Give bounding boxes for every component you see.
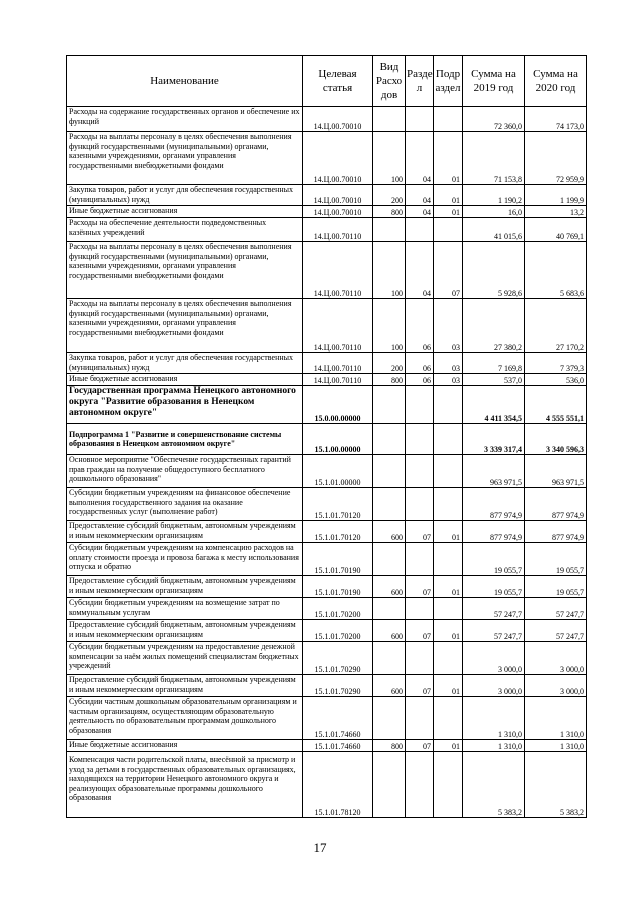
row-section: 04 [406,132,434,185]
row-sum-2019: 877 974,9 [463,488,525,521]
row-sum-2020: 1 310,0 [525,740,587,752]
row-target-article: 15.1.01.78120 [303,752,373,818]
table-row [67,218,587,242]
table-row [67,740,587,752]
row-section [406,455,434,488]
row-expense-type [373,386,406,424]
row-sum-2019: 41 015,6 [463,218,525,242]
table-row [67,374,587,386]
row-name: Расходы на выплаты персоналу в целях обеспечения выполнения функций государственными (муниципальными) органами, казенными учреждениями, органами управления государственными внебюджетными фондами [67,242,303,299]
row-sum-2019: 4 411 354,5 [463,386,525,424]
row-sum-2019: 7 169,8 [463,353,525,374]
row-sum-2019: 5 383,2 [463,752,525,818]
row-sum-2019: 19 055,7 [463,543,525,576]
row-sum-2019: 72 360,0 [463,107,525,132]
row-name: Субсидии частным дошкольным образовательным организациям и частным организациям, осуществляющим образовательную деятельность по образовательным программам дошкольного образования [67,697,303,740]
row-sum-2020: 40 769,1 [525,218,587,242]
row-subsection [434,642,463,675]
header-section: Разде л [406,56,434,107]
table-row [67,353,587,374]
table-row [67,386,587,424]
row-sum-2020: 74 173,0 [525,107,587,132]
row-sum-2020: 57 247,7 [525,620,587,642]
row-target-article: 15.1.01.70290 [303,642,373,675]
row-name: Предоставление субсидий бюджетным, автономным учреждениям и иным некоммерческим организациям [67,576,303,598]
row-name: Закупка товаров, работ и услуг для обеспечения государственных (муниципальных) нужд [67,185,303,206]
row-sum-2020: 963 971,5 [525,455,587,488]
row-subsection: 03 [434,374,463,386]
table-row [67,455,587,488]
row-expense-type: 600 [373,521,406,543]
row-name: Предоставление субсидий бюджетным, автономным учреждениям и иным некоммерческим организациям [67,620,303,642]
row-expense-type [373,598,406,620]
row-sum-2020: 4 555 551,1 [525,386,587,424]
table-row [67,299,587,353]
row-sum-2020: 1 199,9 [525,185,587,206]
row-expense-type: 100 [373,299,406,353]
row-sum-2020: 3 000,0 [525,675,587,697]
row-expense-type [373,455,406,488]
row-subsection [434,697,463,740]
row-sum-2019: 3 000,0 [463,642,525,675]
row-expense-type [373,218,406,242]
row-sum-2020: 7 379,3 [525,353,587,374]
row-section: 07 [406,740,434,752]
table-row [67,132,587,185]
row-subsection: 01 [434,740,463,752]
row-sum-2020: 3 000,0 [525,642,587,675]
row-section [406,218,434,242]
row-sum-2020: 13,2 [525,206,587,218]
table-header-row [67,56,587,107]
row-name: Иные бюджетные ассигнования [67,740,303,752]
row-target-article: 15.0.00.00000 [303,386,373,424]
row-subsection [434,218,463,242]
row-target-article: 15.1.01.70190 [303,543,373,576]
row-sum-2019: 71 153,8 [463,132,525,185]
row-section: 07 [406,620,434,642]
row-subsection [434,488,463,521]
row-name: Субсидии бюджетным учреждениям на компенсацию расходов на оплату стоимости проезда и провоза багажа к месту использования отпуска и обратно [67,543,303,576]
table-row [67,521,587,543]
row-expense-type: 100 [373,132,406,185]
table-row [67,642,587,675]
row-name: Предоставление субсидий бюджетным, автономным учреждениям и иным некоммерческим организациям [67,521,303,543]
row-subsection [434,386,463,424]
header-expense-type: Вид Расхо дов [373,56,406,107]
row-sum-2020: 72 959,9 [525,132,587,185]
row-target-article: 15.1.01.70120 [303,521,373,543]
row-sum-2020: 877 974,9 [525,488,587,521]
row-section [406,424,434,455]
row-section: 04 [406,242,434,299]
row-expense-type [373,752,406,818]
header-name: Наименование [67,56,303,107]
row-target-article: 14.Ц.00.70110 [303,218,373,242]
row-target-article: 14.Ц.00.70010 [303,132,373,185]
row-subsection: 01 [434,620,463,642]
row-target-article: 14.Ц.00.70110 [303,374,373,386]
row-expense-type: 600 [373,576,406,598]
row-section [406,543,434,576]
table-row [67,488,587,521]
row-subsection: 03 [434,299,463,353]
row-target-article: 15.1.01.74660 [303,697,373,740]
row-sum-2019: 877 974,9 [463,521,525,543]
row-name: Закупка товаров, работ и услуг для обеспечения государственных (муниципальных) нужд [67,353,303,374]
row-section: 07 [406,521,434,543]
row-expense-type: 800 [373,740,406,752]
row-section [406,752,434,818]
row-sum-2020: 57 247,7 [525,598,587,620]
row-expense-type: 600 [373,620,406,642]
row-sum-2020: 877 974,9 [525,521,587,543]
row-name: Государственная программа Ненецкого автономного округа "Развитие образования в Ненецком автономном округе" [67,386,303,424]
row-sum-2019: 57 247,7 [463,598,525,620]
row-section: 04 [406,206,434,218]
row-target-article: 15.1.01.70190 [303,576,373,598]
row-sum-2020: 1 310,0 [525,697,587,740]
row-section [406,642,434,675]
row-subsection [434,752,463,818]
row-target-article: 15.1.00.00000 [303,424,373,455]
row-subsection: 01 [434,206,463,218]
row-subsection: 01 [434,576,463,598]
row-name: Субсидии бюджетным учреждениям на финансовое обеспечение выполнения государственного задания на оказание государственных услуг (выполнение работ) [67,488,303,521]
row-target-article: 15.1.01.70200 [303,598,373,620]
row-sum-2019: 57 247,7 [463,620,525,642]
row-section: 07 [406,675,434,697]
row-name: Компенсация части родительской платы, внесённой за присмотр и уход за детьми в государственных образовательных организациях, находящихся на территории Ненецкого автономного округа и реализующих образовательные программы дошкольного образования [67,752,303,818]
row-expense-type [373,543,406,576]
row-subsection: 01 [434,132,463,185]
row-sum-2019: 3 000,0 [463,675,525,697]
row-sum-2019: 19 055,7 [463,576,525,598]
row-sum-2020: 19 055,7 [525,543,587,576]
row-subsection: 01 [434,675,463,697]
row-target-article: 15.1.01.74660 [303,740,373,752]
row-sum-2019: 3 339 317,4 [463,424,525,455]
row-name: Основное мероприятие "Обеспечение государственных гарантий прав граждан на получение общедоступного бесплатного дошкольного образования" [67,455,303,488]
row-expense-type: 200 [373,353,406,374]
table-row [67,107,587,132]
row-name: Расходы на выплаты персоналу в целях обеспечения выполнения функций государственными (муниципальными) органами, казенными учреждениями, органами управления государственными внебюджетными фондами [67,299,303,353]
row-subsection [434,455,463,488]
row-section: 06 [406,299,434,353]
row-section [406,386,434,424]
row-section: 06 [406,353,434,374]
row-section: 06 [406,374,434,386]
row-target-article: 14.Ц.00.70010 [303,206,373,218]
row-name: Субсидии бюджетным учреждениям на возмещение затрат по коммунальным услугам [67,598,303,620]
row-target-article: 15.1.01.70290 [303,675,373,697]
table-row [67,543,587,576]
row-sum-2019: 1 310,0 [463,697,525,740]
row-expense-type [373,424,406,455]
row-subsection [434,543,463,576]
row-target-article: 14.Ц.00.70010 [303,107,373,132]
row-expense-type [373,642,406,675]
row-section [406,598,434,620]
row-sum-2020: 19 055,7 [525,576,587,598]
row-subsection [434,424,463,455]
row-expense-type: 200 [373,185,406,206]
row-name: Предоставление субсидий бюджетным, автономным учреждениям и иным некоммерческим организациям [67,675,303,697]
row-name: Расходы на обеспечение деятельности подведомственных казённых учреждений [67,218,303,242]
row-section [406,697,434,740]
table-row [67,675,587,697]
row-target-article: 15.1.01.70200 [303,620,373,642]
row-target-article: 14.Ц.00.70110 [303,353,373,374]
table-row [67,620,587,642]
row-target-article: 14.Ц.00.70110 [303,299,373,353]
table-row [67,185,587,206]
table-row [67,242,587,299]
row-subsection: 03 [434,353,463,374]
row-name: Иные бюджетные ассигнования [67,374,303,386]
table-row [67,697,587,740]
row-expense-type: 800 [373,374,406,386]
row-sum-2019: 16,0 [463,206,525,218]
row-subsection [434,598,463,620]
row-name: Расходы на содержание государственных органов и обеспечение их функций [67,107,303,132]
row-expense-type: 100 [373,242,406,299]
row-section: 04 [406,185,434,206]
table-row [67,752,587,818]
header-sum-2019: Сумма на 2019 год [463,56,525,107]
row-sum-2020: 5 383,2 [525,752,587,818]
row-subsection: 07 [434,242,463,299]
row-sum-2019: 27 380,2 [463,299,525,353]
row-sum-2020: 5 683,6 [525,242,587,299]
row-target-article: 15.1.01.70120 [303,488,373,521]
header-subsection: Подр аздел [434,56,463,107]
row-section: 07 [406,576,434,598]
row-subsection: 01 [434,521,463,543]
row-name: Субсидии бюджетным учреждениям на предоставление денежной компенсации за наём жилых помещений специалистам бюджетных учреждений [67,642,303,675]
table-row [67,576,587,598]
row-expense-type [373,107,406,132]
row-target-article: 14.Ц.00.70110 [303,242,373,299]
row-name: Расходы на выплаты персоналу в целях обеспечения выполнения функций государственными (муниципальными) органами, казенными учреждениями, органами управления государственными внебюджетными фондами [67,132,303,185]
header-sum-2020: Сумма на 2020 год [525,56,587,107]
row-sum-2019: 1 310,0 [463,740,525,752]
row-sum-2020: 3 340 596,3 [525,424,587,455]
row-sum-2019: 1 190,2 [463,185,525,206]
page-number: 17 [313,840,327,855]
table-row [67,424,587,455]
header-target-article: Целевая статья [303,56,373,107]
row-target-article: 15.1.01.00000 [303,455,373,488]
row-sum-2019: 537,0 [463,374,525,386]
row-target-article: 14.Ц.00.70010 [303,185,373,206]
row-section [406,488,434,521]
row-name: Подпрограмма 1 "Развитие и совершенствование системы образования в Ненецком автономном округе" [67,424,303,455]
row-expense-type [373,488,406,521]
row-sum-2019: 5 928,6 [463,242,525,299]
table-row [67,598,587,620]
row-expense-type: 800 [373,206,406,218]
row-subsection [434,107,463,132]
row-expense-type: 600 [373,675,406,697]
table-row [67,206,587,218]
budget-table [66,55,587,818]
row-sum-2020: 27 170,2 [525,299,587,353]
row-subsection: 01 [434,185,463,206]
row-sum-2019: 963 971,5 [463,455,525,488]
row-sum-2020: 536,0 [525,374,587,386]
row-expense-type [373,697,406,740]
row-name: Иные бюджетные ассигнования [67,206,303,218]
row-section [406,107,434,132]
